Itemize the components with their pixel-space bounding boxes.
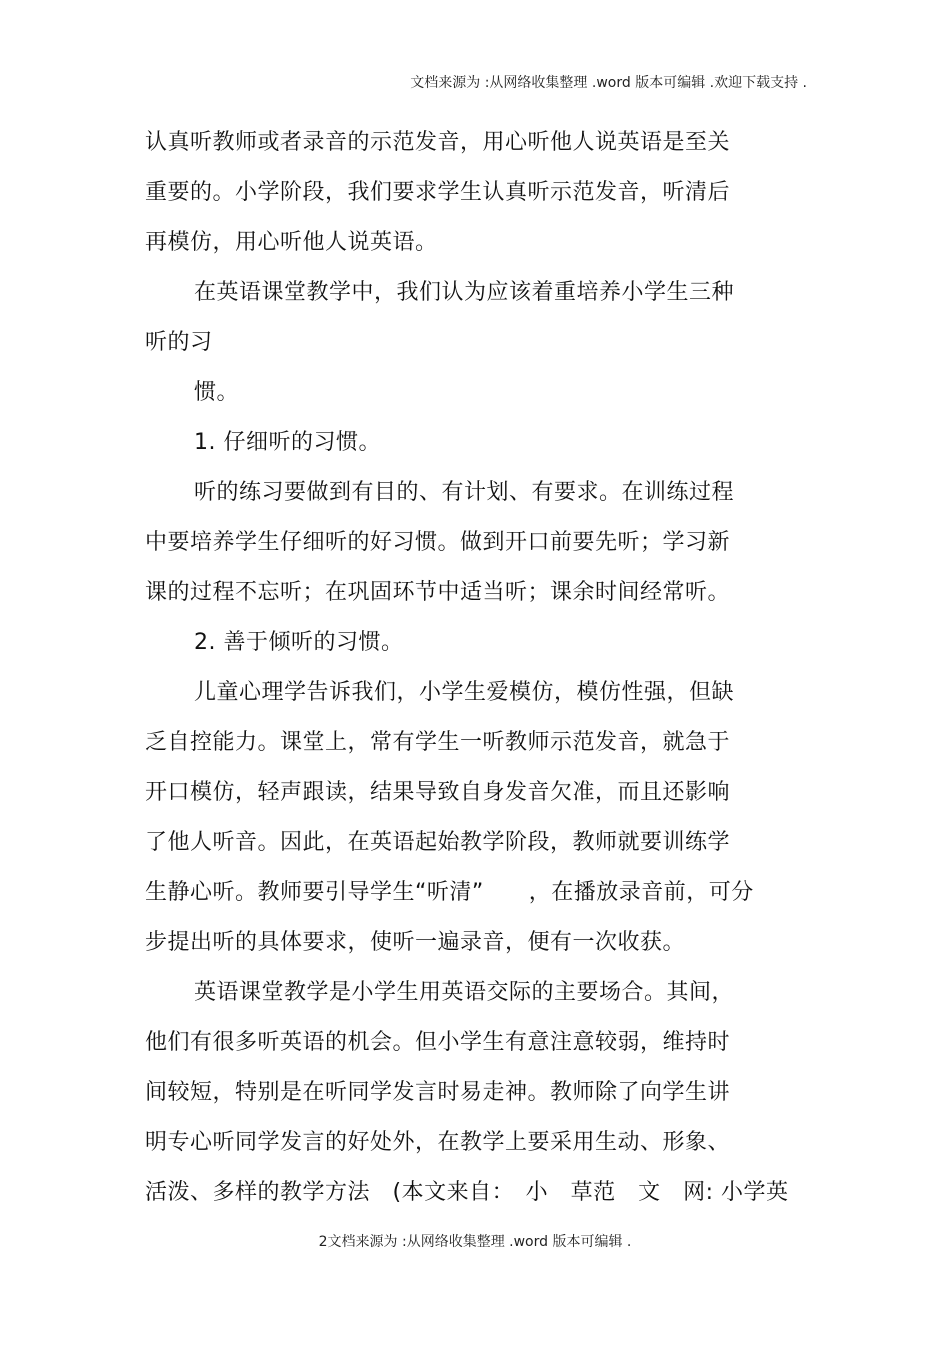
- text-line: 课的过程不忘听；在巩固环节中适当听；课余时间经常听。: [145, 580, 731, 605]
- text-line: 步提出听的具体要求，使听一遍录音，便有一次收获。: [145, 930, 686, 955]
- text-line: 了他人听音。因此，在英语起始教学阶段，教师就要训练学: [145, 830, 731, 855]
- text-line: 乏自控能力。课堂上，常有学生一听教师示范发音，就急于: [145, 730, 731, 755]
- text-line: 重要的。小学阶段，我们要求学生认真听示范发音，听清后: [145, 180, 731, 205]
- section-heading: 2. 善于倾听的习惯。: [194, 630, 404, 655]
- text-line: 再模仿，用心听他人说英语。: [145, 230, 438, 255]
- section-heading: 1. 仔细听的习惯。: [194, 430, 381, 455]
- text-line: 认真听教师或者录音的示范发音，用心听他人说英语是至关: [145, 130, 731, 155]
- text-line: 生静心听。教师要引导学生“听清” ，在播放录音前，可分: [145, 880, 754, 905]
- text-line: 明专心听同学发言的好处外，在教学上要采用生动、形象、: [145, 1130, 731, 1155]
- text-line: 活泼、多样的教学方法 (本文来自： 小 草范 文 网: 小学英: [145, 1180, 789, 1205]
- text-line: 听的习: [145, 330, 213, 355]
- text-line: 听的练习要做到有目的、有计划、有要求。在训练过程: [194, 480, 735, 505]
- text-line: 中要培养学生仔细听的好习惯。做到开口前要先听；学习新: [145, 530, 731, 555]
- page-header: 文档来源为 :从网络收集整理 .word 版本可编辑 .欢迎下载支持 .: [410, 75, 807, 91]
- text-line: 在英语课堂教学中，我们认为应该着重培养小学生三种: [194, 280, 735, 305]
- text-line: 英语课堂教学是小学生用英语交际的主要场合。其间，: [194, 980, 735, 1005]
- text-line: 开口模仿，轻声跟读，结果导致自身发音欠准，而且还影响: [145, 780, 731, 805]
- text-line: 他们有很多听英语的机会。但小学生有意注意较弱，维持时: [145, 1030, 731, 1055]
- text-line: 间较短，特别是在听同学发言时易走神。教师除了向学生讲: [145, 1080, 731, 1105]
- text-line: 惯。: [194, 380, 240, 405]
- page-footer: 2文档来源为 :从网络收集整理 .word 版本可编辑 .: [318, 1234, 632, 1250]
- text-line: 儿童心理学告诉我们，小学生爱模仿，模仿性强，但缺: [194, 680, 735, 705]
